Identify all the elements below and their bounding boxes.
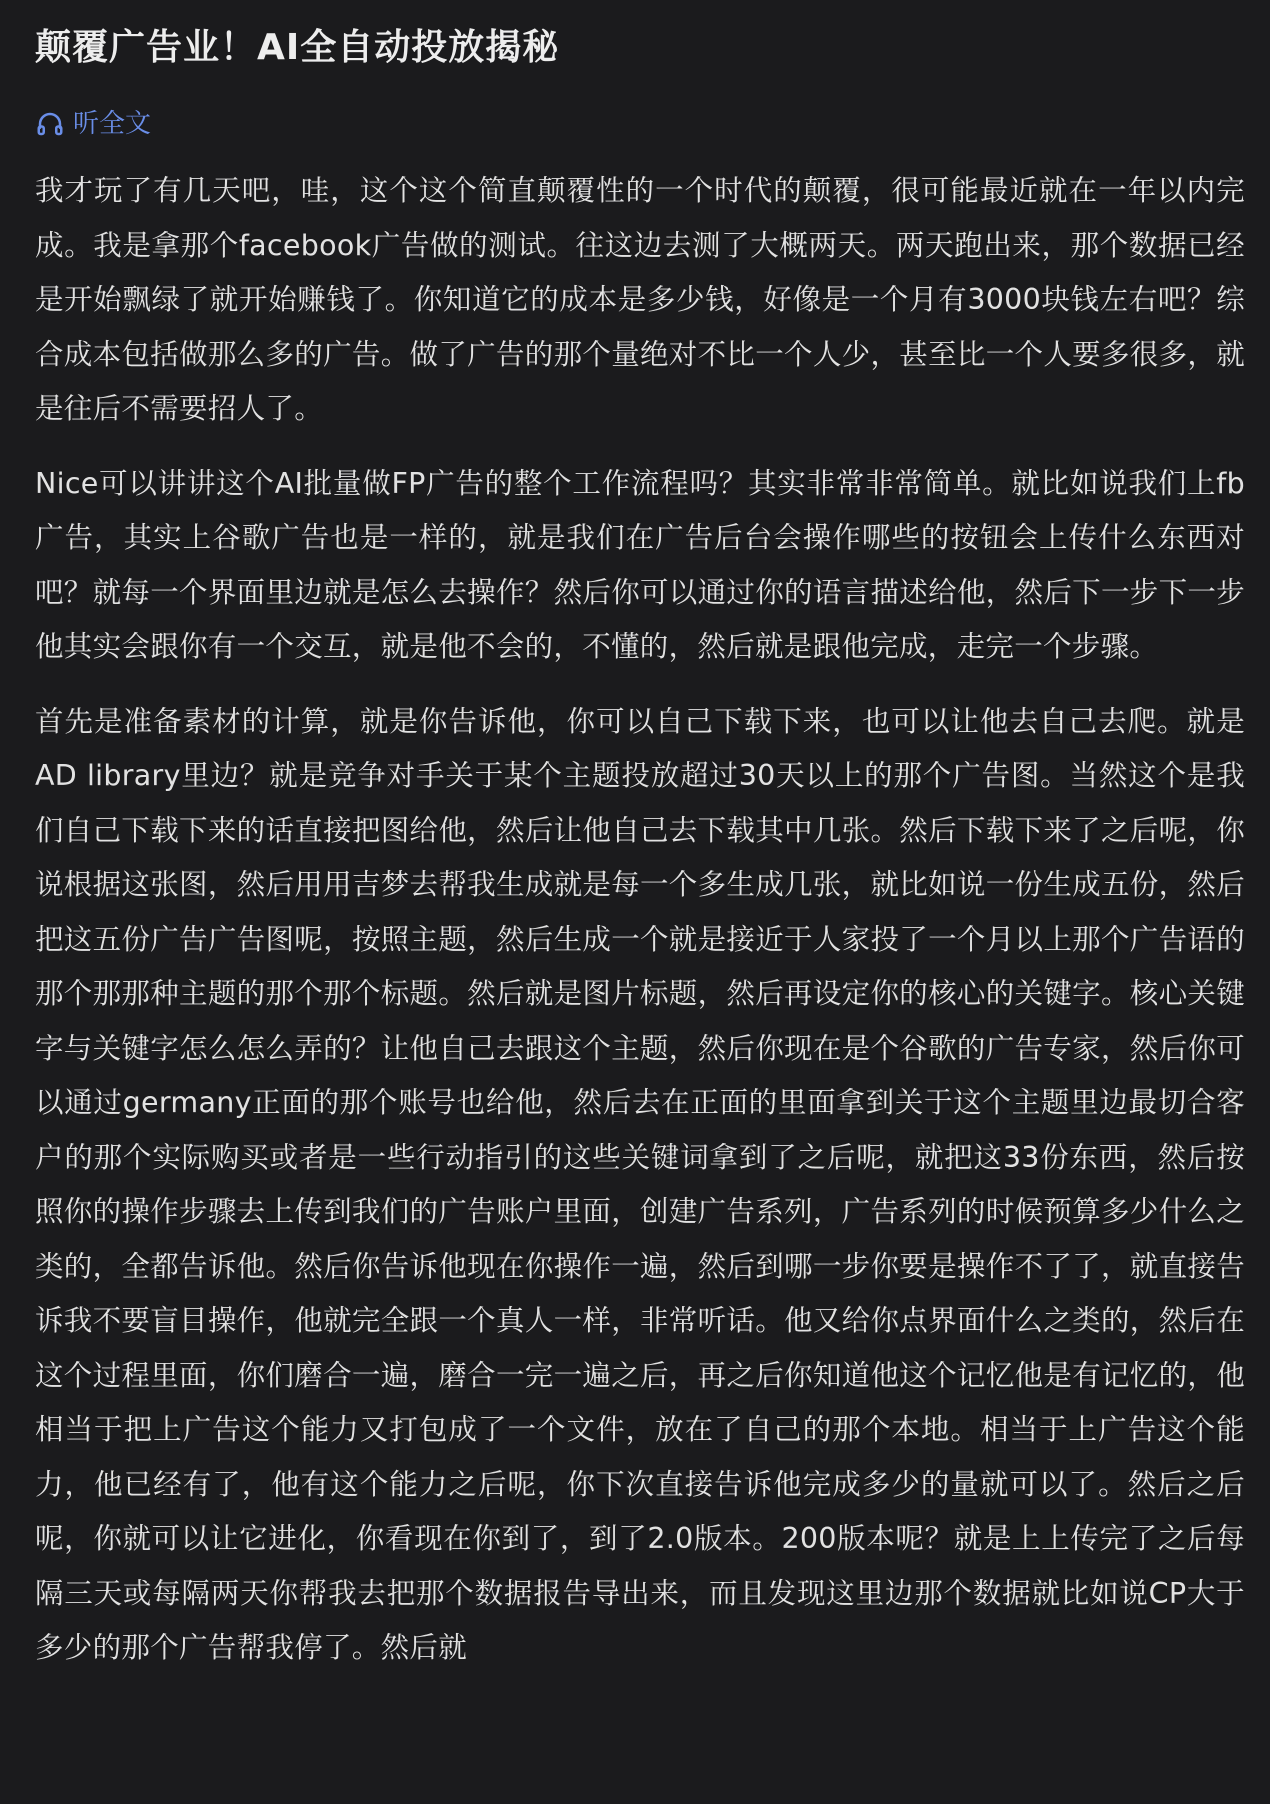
article-title: 颠覆广告业！AI全自动投放揭秘 xyxy=(35,27,560,68)
headphones-icon xyxy=(35,109,65,139)
article-body xyxy=(35,164,1245,1676)
article-view xyxy=(35,0,1245,1696)
article-paragraph: Nice可以讲讲这个AI批量做FP广告的整个工作流程吗？其实非常非常简单。就比如说我们上fb广告，其实上谷歌广告也是一样的，就是我们在广告后台会操作哪些的按钮会上传什么东西对吧？就每一个界面里边就是怎么去操作？然后你可以通过你的语言描述给他，然后下一步下一步他其实会跟你有一个交互，就是他不会的，不懂的，然后就是跟他完成，走完一个步骤。 xyxy=(35,466,1245,663)
article-paragraph: 首先是准备素材的计算，就是你告诉他，你可以自己下载下来，也可以让他去自己去爬。就是AD library里边？就是竞争对手关于某个主题投放超过30天以上的那个广告图。当然这个是我们自己下载下来的话直接把图给他，然后让他自己去下载其中几张。然后下载下来了之后呢，你说根据这张图，然后用用吉梦去帮我生成就是每一个多生成几张，就比如说一份生成五份，然后把这五份广告广告图呢，按照主题，然后生成一个就是接近于人家投了一个月以上那个广告语的那个那那种主题的那个那个标题。然后就是图片标题，然后再设定你的核心的关键字。核心关键字与关键字怎么怎么弄的？让他自己去跟这个主题，然后你现在是个谷歌的广告专家，然后你可以通过germany正面的那个账号也给他，然后去在正面的里面拿到关于这个主题里边最切合客户的那个实际购买或者是一些行动指引的这些关键词拿到了之后呢，就把这33份东西，然后按照你的操作步骤去上传到我们的广告账户里面，创建广告系列，广告系列的时候预算多少什么之类的，全都告诉他。然后你告诉他现在你操作一遍，然后到哪一步你要是操作不了了，就直接告诉我不要盲目操作，他就完全跟一个真人一样，非常听话。他又给你点界面什么之类的，然后在这个过程里面，你们磨合一遍，磨合一完一遍之后，再之后你知道他这个记忆他是有记忆的，他相当于把上广告这个能力又打包成了一个文件，放在了自己的那个本地。相当于上广告这个能力，他已经有了，他有这个能力之后呢，你下次直接告诉他完成多少的量就可以了。然后之后呢，你就可以让它进化，你看现在你到了，到了2.0版本。200版本呢？就是上上传完了之后每隔三天或每隔两天你帮我去把那个数据报告导出来，而且发现这里边那个数据就比如说CP大于多少的那个广告帮我停了。然后就 xyxy=(35,704,1245,1664)
article-paragraph: 我才玩了有几天吧，哇，这个这个简直颠覆性的一个时代的颠覆，很可能最近就在一年以内完成。我是拿那个facebook广告做的测试。往这边去测了大概两天。两天跑出来，那个数据已经是开始飘绿了就开始赚钱了。你知道它的成本是多少钱，好像是一个月有3000块钱左右吧？综合成本包括做那么多的广告。做了广告的那个量绝对不比一个人少，甚至比一个人要多很多，就是往后不需要招人了。 xyxy=(35,174,1245,425)
listen-label: 听全文 xyxy=(73,109,152,139)
listen-button[interactable] xyxy=(35,108,1245,140)
